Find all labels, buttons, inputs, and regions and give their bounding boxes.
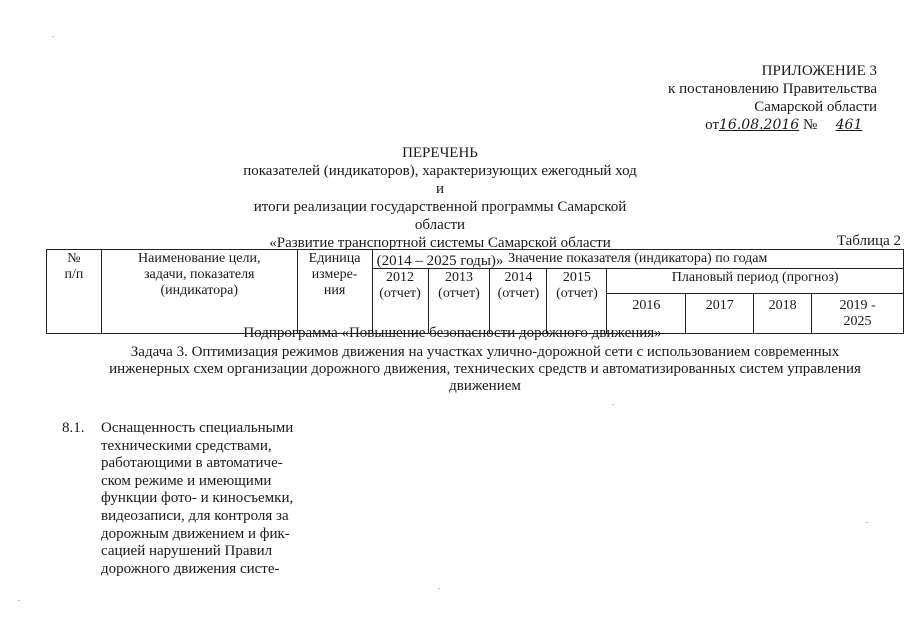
heading-line: (2014 – 2025 годы)»	[376, 253, 504, 269]
row-number: 8.1.	[62, 420, 85, 436]
table-label: Таблица 2	[836, 233, 901, 249]
col-name-header: Наименование цели, задачи, показателя (индикатора)	[101, 250, 297, 334]
heading-line: показателей (индикаторов), характеризующих ежегодный ход и	[243, 163, 637, 197]
indicator-table-header	[46, 249, 904, 334]
appendix-block	[668, 62, 877, 134]
appendix-title: ПРИЛОЖЕНИЕ 3	[761, 63, 877, 79]
heading-line: «Развитие транспортной системы Самарской области	[269, 235, 611, 251]
year-plan-cell: 2019 - 2025	[812, 294, 904, 334]
task-title: Задача 3. Оптимизация режимов движения на участках улично-дорожной сети с использованием современных инженерных схем организации дорожного движения, технических средств и автоматизированных систем управления движением	[109, 344, 861, 394]
year-plan-cell: 2017	[686, 294, 754, 334]
year-report-cell: 2014 (отчет)	[490, 269, 547, 334]
from-prefix: от	[705, 117, 720, 133]
year-report-cell: 2015 (отчет)	[547, 269, 607, 334]
year-report-cell: 2012 (отчет)	[372, 269, 428, 334]
year-plan-cell: 2018	[754, 294, 812, 334]
heading-title: ПЕРЕЧЕНЬ	[402, 145, 478, 161]
values-group-header: Значение показателя (индикатора) по годам	[372, 250, 903, 269]
col-unit-header: Единица измере- ния	[297, 250, 372, 334]
appendix-line: к постановлению Правительства	[668, 81, 877, 97]
indicator-description: Оснащенность специальными техническими средствами, работающими в автоматиче- ском режиме и имеющими функции фото- и киносъемки, видеозаписи, для контроля за дорожным движением и фик- сацией нарушений Правил дорожного движения систе-	[101, 420, 294, 577]
heading-line: итоги реализации государственной программы Самарской области	[253, 199, 627, 233]
year-report-cell: 2013 (отчет)	[428, 269, 490, 334]
appendix-line: Самарской области	[754, 99, 877, 115]
subprogram-title: Подпрограмма «Повышение безопасности дорожного движения»	[243, 325, 662, 341]
handwritten-number: 461	[835, 117, 863, 133]
handwritten-date: 16.08.2016	[719, 117, 800, 133]
plan-group-header: Плановый период (прогноз)	[607, 269, 904, 294]
appendix-date-line	[668, 116, 877, 134]
number-label: №	[802, 117, 818, 133]
year-plan-cell: 2016	[607, 294, 686, 334]
col-number-header: № п/п	[47, 250, 102, 334]
